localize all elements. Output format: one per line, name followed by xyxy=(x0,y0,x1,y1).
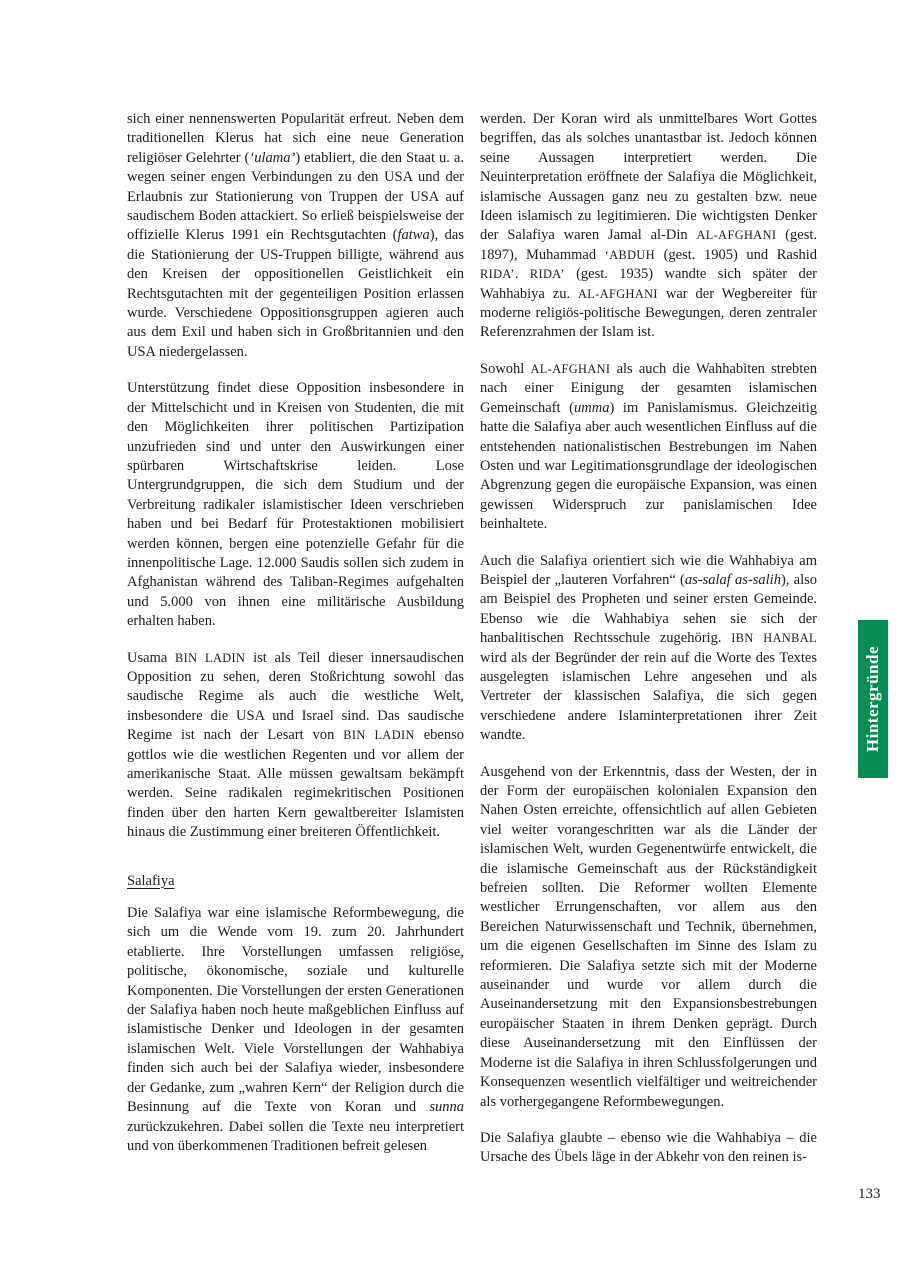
text-column-left xyxy=(127,110,464,1173)
section-tab xyxy=(858,620,888,778)
paragraph xyxy=(127,110,464,362)
paragraph xyxy=(127,379,464,631)
paragraph xyxy=(480,552,817,746)
paragraph xyxy=(480,763,817,1112)
paragraph xyxy=(127,649,464,843)
paragraph xyxy=(480,1129,817,1168)
text-run-caps: AL-AFGHANI xyxy=(530,361,611,376)
text-run: ), das die Stationierung der US-Truppen billigte, während aus den Kreisen der oppositionellen Geistlichkeit ein Rechtsgutachten mit der gegenteiligen Position erlassen wurde. Verschiedene Oppositionsgruppen agieren auch aus dem Exil und haben sich in Großbritannien und den USA niedergelassen. xyxy=(127,227,464,360)
text-run-caps: RIDA’ xyxy=(529,267,565,282)
text-run: Auch die Salafiya orientiert sich wie die Wahhabiya am Beispiel der „lauteren Vorfahren“ ( xyxy=(480,552,817,588)
text-run: werden. Der Koran wird als unmittelbares Wort Gottes begriffen, das als solches unantastbar ist. Jedoch können seine Aussagen interpretiert werden. Die Neuinterpretation eröffnete der Salafiya die Möglichkeit, islamische Aussagen ganz neu zu gestalten bzw. neue Ideen islamisch zu legitimieren. Die wichtigsten Denker der Salafiya waren Jamal al-Din xyxy=(480,111,817,244)
text-run: Die Salafiya war eine islamische Reformbewegung, die sich um die Wende vom 19. zum 20. Jahrhundert etablierte. Ihre Vorstellungen umfassen religiöse, politische, ökonomische, soziale und kulturelle Komponenten. Die Vorstellungen der ersten Generationen der Salafiya haben noch heute maßgeblichen Einfluss auf islamistische Denker und Ideologen in der gesamten islamischen Welt. Viele Vorstellungen der Wahhabiya finden sich auch bei der Salafiya wieder, insbesondere der Gedanke, zum „wahren Kern“ der Religion durch die Besinnung auf die Texte von Koran und xyxy=(127,905,464,1116)
text-run: Ausgehend von der Erkenntnis, dass der Westen, der in der Form der europäischen kolonialen Expansion den Nahen Osten erreichte, offensichtlich auf allen Gebieten viel weiter vorangeschritten war als die Länder der islamischen Welt, wurden Gegenentwürfe entwickelt, die die islamische Gemeinschaft aus der Rückständigkeit befreien sollten. Die Reformer wollten Elemente westlicher Errungenschaften, vor allem aus den Bereichen Naturwissenschaft und Technik, übernehmen, um die eigenen Gesellschaften im Sinne des Islam zu reformieren. Die Salafiya setzte sich mit der Moderne auseinander und wurde vor allem durch die Auseinandersetzung mit den Expansionsbestrebungen europäischer Staaten in ihrem Denken geprägt. Durch diese Auseinandersetzung mit den Einflüssen der Moderne ist die Salafiya in ihren Schlussfolgerungen und Konsequenzen wesentlich vielfältiger und weitreichender als vorhergegangene Reformbewegungen. xyxy=(480,763,817,1110)
text-run: wird als der Begründer der rein auf die Worte des Textes ausgelegten islamischen Lehre angesehen und als Vertreter der klassischen Salafiya, die sich gegen verschiedene andere Islaminterpretationen ihrer Zeit wandte. xyxy=(480,649,817,744)
paragraph xyxy=(480,360,817,535)
text-run: zurückzukehren. Dabei sollen die Texte neu interpretiert und von überkommenen Traditionen befreit gelesen xyxy=(127,1118,464,1154)
text-run: ), also am Beispiel des Propheten und seiner ersten Gemeinde. Ebenso wie die Wahhabiya sehen sie sich der hanbalitischen Rechtsschule zugehörig. xyxy=(480,571,818,647)
text-run: ) etabliert, die den Staat u. a. wegen seiner engen Verbindungen zu den USA und der Erlaubnis zur Stationierung von Truppen der USA auf saudischem Boden attackiert. So erließ beispielsweise der offizielle Klerus 1991 ein Rechtsgutachten ( xyxy=(127,149,464,244)
text-run: ebenso gottlos wie die westlichen Regenten und vor allem der amerikanische Staat. Alle müssen gewaltsam bekämpft werden. Seine radikalen regimekritischen Positionen finden über den harten Kern gewaltbereiter Islamisten hinaus die Zustimmung einer breiteren Öffentlichkeit. xyxy=(127,727,464,841)
text-run-caps: IBN HANBAL xyxy=(731,631,817,646)
text-run-caps: AL-AFGHANI xyxy=(578,286,658,301)
section-tab-label: Hintergründe xyxy=(863,645,882,753)
text-run: Usama xyxy=(127,649,176,666)
paragraph xyxy=(127,904,464,1156)
text-run-italic: umma xyxy=(574,399,610,416)
text-run-italic: fatwa xyxy=(397,227,430,244)
text-run: Die Salafiya glaubte – ebenso wie die Wahhabiya – die Ursache des Übels läge in der Abkehr von den reinen is- xyxy=(480,1129,817,1166)
text-run-caps: AL-AFGHANI xyxy=(696,228,777,243)
text-run-italic: sunna xyxy=(429,1099,464,1116)
text-run: (gest. 1935) wandte sich später der Wahhabiya zu. xyxy=(480,266,817,302)
text-run-italic: ‘ulama’ xyxy=(249,149,296,166)
paragraph xyxy=(480,110,817,343)
text-run-italic: as-salaf as-salih xyxy=(684,571,781,588)
text-run: Unterstützung findet diese Opposition insbesondere in der Mittelschicht und in Kreisen von Studenten, die mit den Möglichkeiten ihrer politischen Partizipation unzufrieden sind und unter den Auswirkungen einer spürbaren Wirtschaftskrise leiden. Lose Untergrundgruppen, die sich dem Studium und der Verbreitung radikaler islamistischer Ideen verschrieben haben und bei Bedarf für Protestaktionen mobilisiert werden können, bergen eine potenzielle Gefahr für die innenpolitische Lage. 12.000 Saudis sollen sich zudem in Afghanistan während des Taliban-Regimes aufgehalten und 5.000 von ihnen eine militärische Ausbildung erhalten haben. xyxy=(127,380,464,630)
text-run: . xyxy=(514,266,530,283)
text-run-caps: RIDA’ xyxy=(480,267,515,282)
text-run: (gest. 1897), Muhammad xyxy=(480,227,817,263)
text-run: ist als Teil dieser innersaudischen Opposition zu sehen, deren Stoßrichtung sowohl das saudische Regime als auch die westliche Welt, insbesondere die USA und Israel sind. Das saudische Regime ist nach der Lesart von xyxy=(127,649,464,744)
text-run: sich einer nennenswerten Popularität erfreut. Neben dem traditionellen Klerus hat sich eine neue Generation religiöser Gelehrter ( xyxy=(127,111,464,166)
text-column-right xyxy=(480,110,817,1185)
text-run: als auch die Wahhabiten strebten nach einer Einigung der gesamten islamischen Gemeinschaft ( xyxy=(480,360,817,416)
text-run: war der Wegbereiter für moderne religiös-politische Bewegungen, deren zentraler Referenzrahmen der Islam ist. xyxy=(480,285,817,341)
page-number: 133 xyxy=(858,1186,881,1202)
text-run: ) im Panislamismus. Gleichzeitig hatte die Salafiya aber auch wesentlichen Einfluss auf die entstehenden nationalistischen Bestrebungen im Nahen Osten und war Legitimationsgrundlage der ideologischen Abgrenzung gegen die europäische Expansion, was einen gewissen Widerspruch zur panislamischen Idee beinhaltete. xyxy=(480,399,817,533)
text-run: (gest. 1905) und Rashid xyxy=(654,246,817,263)
text-run-caps: ‘ABDUH xyxy=(604,247,655,262)
section-heading: Salafiya xyxy=(127,872,175,889)
text-run-caps: BIN LADIN xyxy=(175,650,246,665)
text-run: Sowohl xyxy=(480,360,531,377)
text-run-caps: BIN LADIN xyxy=(343,728,415,743)
